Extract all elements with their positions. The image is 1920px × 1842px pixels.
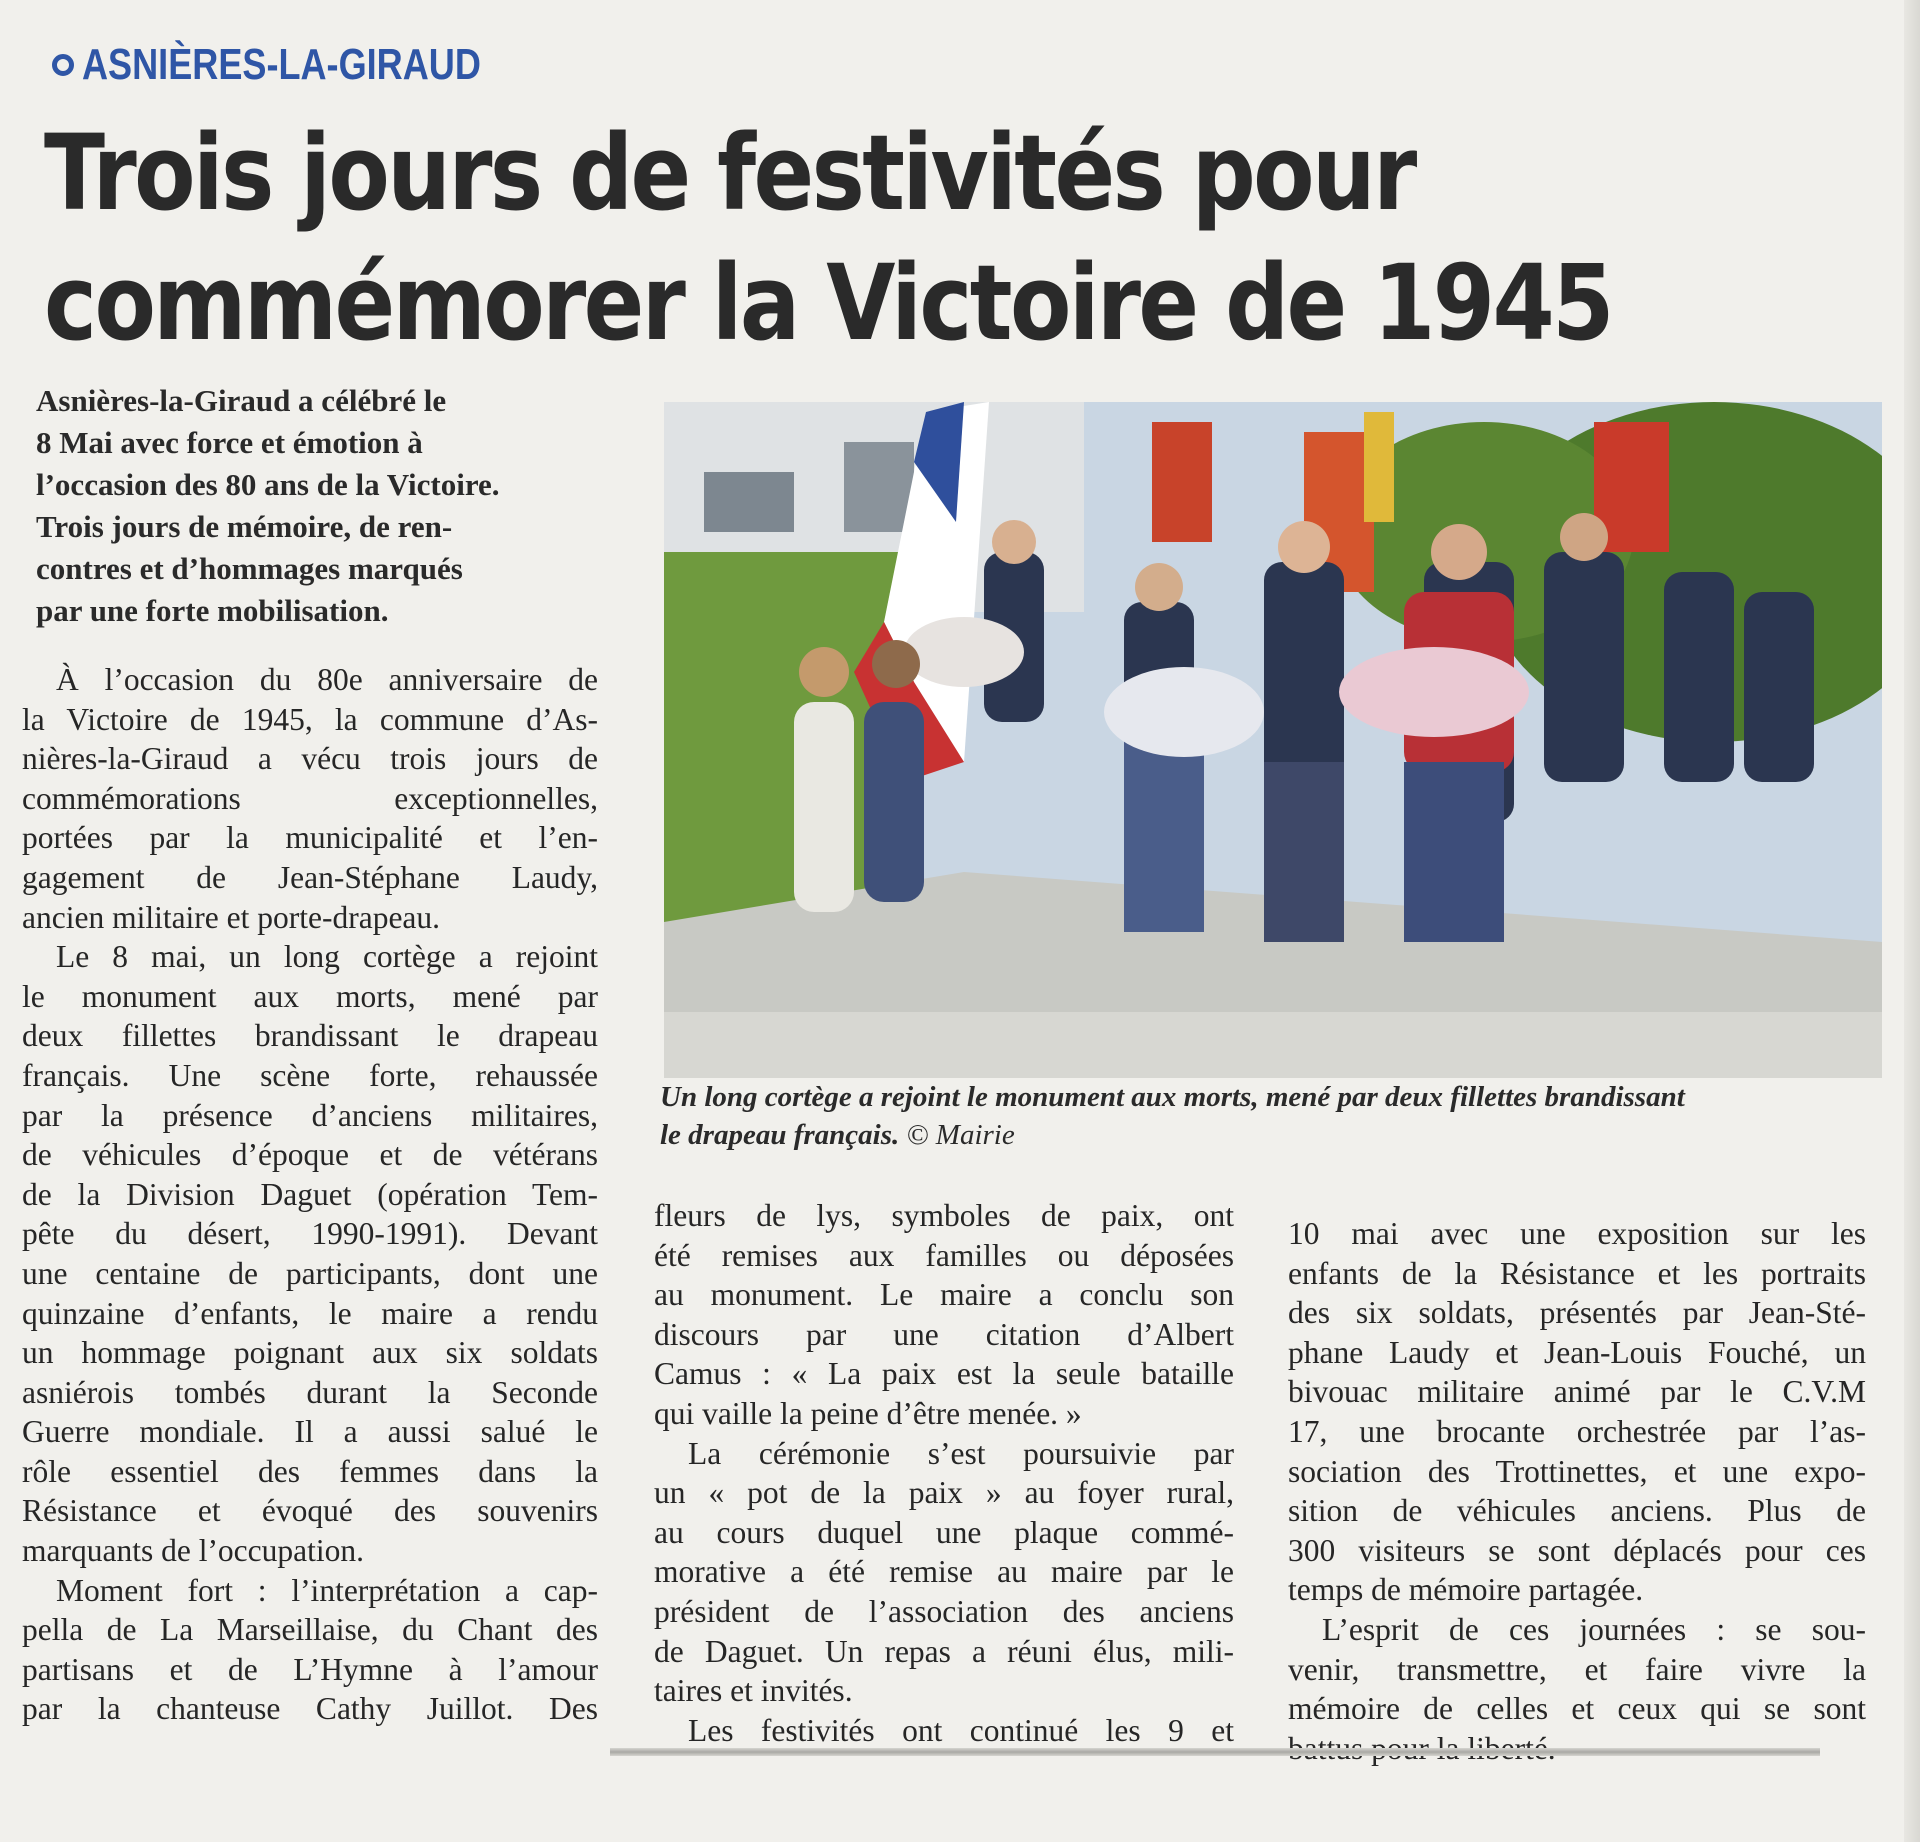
body-line: gagement de Jean-Stéphane Laudy, — [22, 859, 598, 895]
body-line: Camus : « La paix est la seule bataille — [654, 1356, 1234, 1392]
body-line: enfants de la Résistance et les portraits — [1288, 1255, 1866, 1291]
body-line: au monument. Le maire a conclu son — [654, 1277, 1234, 1313]
photo-credit: © Mairie — [906, 1119, 1015, 1151]
body-line: venir, transmettre, et faire vivre la — [1288, 1651, 1866, 1687]
body-line: morative a été remise au maire par le — [654, 1554, 1234, 1590]
body-line: qui vaille la peine d’être menée. » — [654, 1395, 1082, 1431]
body-line: Guerre mondiale. Il a aussi salué le — [22, 1414, 598, 1450]
section-label-text: ASNIÈRES-LA-GIRAUD — [82, 40, 481, 89]
body-line: Résistance et évoqué des souvenirs — [22, 1493, 598, 1529]
bullet-circle-icon — [52, 54, 74, 76]
article-column-2 — [654, 1196, 1234, 1750]
body-line: phane Laudy et Jean-Louis Fouché, un — [1288, 1334, 1866, 1370]
body-line: de véhicules d’époque et de vétérans — [22, 1137, 598, 1173]
body-line: commémorations exceptionnelles, — [22, 780, 598, 816]
lede-line: 8 Mai avec force et émotion à — [36, 425, 423, 460]
article-lede — [36, 380, 616, 632]
body-line: fleurs de lys, symboles de paix, ont — [654, 1198, 1234, 1233]
body-line: au cours duquel une plaque commé- — [654, 1514, 1234, 1550]
lede-line: l’occasion des 80 ans de la Victoire. — [36, 467, 500, 502]
body-line: 17, une brocante orchestrée par l’as- — [1288, 1413, 1866, 1449]
section-label — [52, 40, 568, 90]
body-line: taires et invités. — [654, 1673, 853, 1709]
photo-caption — [660, 1078, 1880, 1154]
bottom-rule — [610, 1748, 1820, 1756]
body-line: 300 visiteurs se sont déplacés pour ces — [1288, 1532, 1866, 1568]
body-line: Le 8 mai, un long cortège a rejoint — [56, 939, 598, 975]
body-line: À l’occasion du 80e anniversaire de — [56, 662, 598, 697]
headline-line: commémorer la Victoire de 1945 — [44, 242, 1612, 364]
caption-line: Un long cortège a rejoint le monument aux morts, mené par deux fillettes brandissant — [660, 1081, 1685, 1113]
body-line: partisans et de L’Hymne à l’amour — [22, 1651, 598, 1687]
paper-edge — [1904, 0, 1920, 1842]
body-line: un hommage poignant aux six soldats — [22, 1335, 598, 1371]
body-line: été remises aux familles ou déposées — [654, 1237, 1234, 1273]
caption-text: le drapeau français. — [660, 1119, 900, 1151]
caption-line — [660, 1116, 1880, 1154]
body-line: de la Division Daguet (opération Tem- — [22, 1176, 598, 1212]
body-line: sition de véhicules anciens. Plus de — [1288, 1493, 1866, 1529]
article-photo — [664, 402, 1882, 1078]
body-line: président de l’association des anciens — [654, 1593, 1234, 1629]
body-line: Moment fort : l’interprétation a cap- — [56, 1572, 598, 1608]
lede-line: Trois jours de mémoire, de ren- — [36, 509, 453, 544]
lede-line: contres et d’hommages marqués — [36, 551, 463, 586]
body-line: marquants de l’occupation. — [22, 1533, 365, 1569]
body-line: discours par une citation d’Albert — [654, 1316, 1234, 1352]
lede-line: Asnières-la-Giraud a célébré le — [36, 383, 447, 418]
procession-photo-illustration — [664, 402, 1882, 1078]
body-line: français. Une scène forte, rehaussée — [22, 1057, 598, 1093]
body-line: mémoire de celles et ceux qui se sont — [1288, 1691, 1866, 1727]
body-line: par la présence d’anciens militaires, — [22, 1097, 598, 1133]
body-line: la Victoire de 1945, la commune d’As- — [22, 701, 598, 737]
article-column-1 — [22, 660, 598, 1729]
body-line: deux fillettes brandissant le drapeau — [22, 1018, 598, 1054]
body-line: portées par la municipalité et l’en- — [22, 820, 598, 856]
body-line: le monument aux morts, mené par — [22, 978, 598, 1014]
article-headline — [44, 108, 1612, 368]
body-line: temps de mémoire partagée. — [1288, 1572, 1644, 1608]
body-line: L’esprit de ces journées : se sou- — [1322, 1611, 1866, 1647]
body-line: des six soldats, présentés par Jean-Sté- — [1288, 1295, 1866, 1331]
body-line: de Daguet. Un repas a réuni élus, mili- — [654, 1633, 1234, 1669]
body-line: asniérois tombés durant la Seconde — [22, 1374, 598, 1410]
body-line: quinzaine d’enfants, le maire a rendu — [22, 1295, 598, 1331]
headline-line: Trois jours de festivités pour — [44, 112, 1415, 234]
article-column-3 — [1288, 1214, 1866, 1768]
body-line: ancien militaire et porte-drapeau. — [22, 899, 441, 935]
lede-line: par une forte mobilisation. — [36, 593, 389, 628]
body-line: une centaine de participants, dont une — [22, 1255, 598, 1291]
body-line: rôle essentiel des femmes dans la — [22, 1453, 598, 1489]
body-line: pête du désert, 1990-1991). Devant — [22, 1216, 598, 1252]
body-line: pella de La Marseillaise, du Chant des — [22, 1612, 598, 1648]
body-line: 10 mai avec une exposition sur les — [1288, 1216, 1866, 1251]
body-line: bivouac militaire animé par le C.V.M — [1288, 1374, 1866, 1410]
body-line: Les festivités ont continué les 9 et — [688, 1712, 1234, 1748]
body-line: nières-la-Giraud a vécu trois jours de — [22, 741, 598, 777]
body-line: sociation des Trottinettes, et une expo- — [1288, 1453, 1866, 1489]
body-line: un « pot de la paix » au foyer rural, — [654, 1475, 1234, 1511]
body-line: par la chanteuse Cathy Juillot. Des — [22, 1691, 598, 1727]
body-line: La cérémonie s’est poursuivie par — [688, 1435, 1234, 1471]
